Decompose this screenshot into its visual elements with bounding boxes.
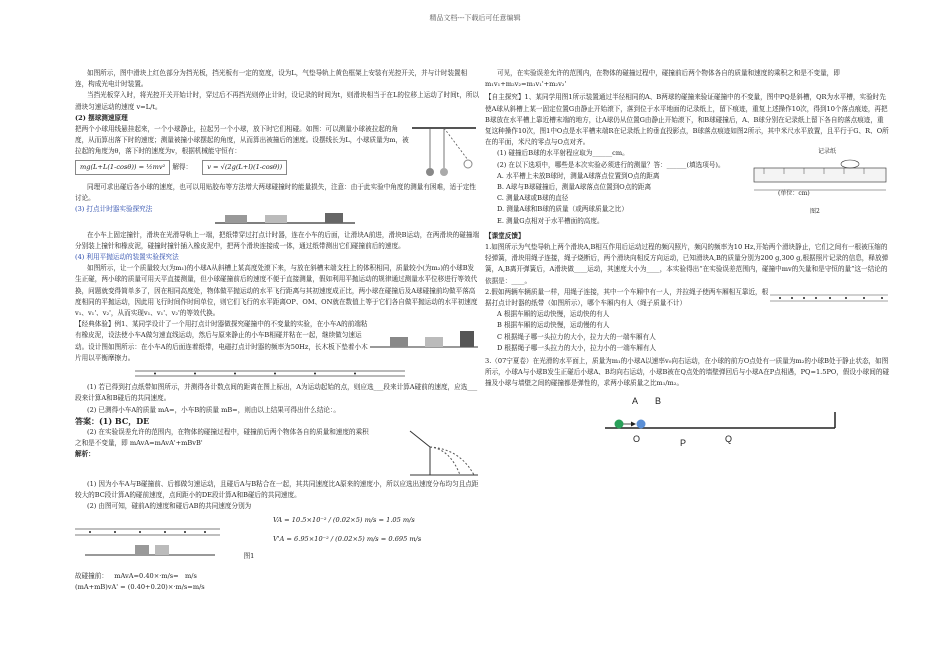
projectile-figure [370, 427, 480, 479]
right-p1: 可见，在实验误差允许的范围内，在物体的碰撞过程中，碰撞前后两个物体各自的质量和速度的乘积之和是不变量，即 m₁v₁+m₂v₂=m₁v₁'+m₂v₂' [485, 69, 840, 89]
feedback-q1: 1.如图所示为气垫导轨上两个滑块A,B相互作用后运动过程的频闪照片，频闪的频率为10 Hz,开始两个滑块静止，它们之间有一根被压缩的轻弹簧，滑块用绳子连接，绳子烧断后，两个滑块向相反方向运动，已知滑块A,B的质量分别为200 g,300 g,根据照片记录的信息，释放弹簧，A,B离开弹簧后，A滑块做____运动，其速度大小为____，本实验得出“在实验误差范围内，碰撞中mv的矢量和是守恒的量”这一结论的依据是：____。 [485, 243, 889, 285]
option-e: E. 测量G点相对于水平槽面的高度。 [497, 216, 604, 225]
label-o: O [633, 433, 641, 444]
heading-timer: (3) 打点计时器实验探究法 [75, 205, 153, 214]
option-a: A. 水平槽上未放B球时，测量A球落点位置到O点的距离 [497, 171, 660, 180]
page-header: 精品文档---下载后可任意编辑 [429, 14, 521, 22]
answer-block [75, 427, 480, 479]
left-p1: 如图所示，图中滑块上红色部分为挡光板，挡光板有一定的宽度，设为L，气垫导轨上黄色框架上安装有光控开关，并与计时装置相连，构成光电计时装置。 [75, 69, 468, 89]
left-p3: 把两个小球用线悬挂起来，一个小球静止，拉起另一个小球，放下时它们相碰。如图：可以测量小球被拉起的角度，从而算出落下时的速度；测量被撞小球摆起的角度，从而算出被撞后的速度。设摆线长为L，小球质量为m，被拉起的角度为θ，落下时的速度为v，根据机械能守恒有： [75, 125, 409, 156]
figure-caption: 图1 [243, 551, 255, 560]
left-p6: 如图所示，让一个质量较大(为m₁)的小球A从斜槽上某高度处滚下来，与放在斜槽末端支柱上的体积相同，质量较小(为m₂)的小球B发生正碰，两小球的质量可用天平直接测量，但小球碰撞前后的速度不便于直接测量，假如利用平抛运动的规律通过测量水平位移进行等效代换，问题就变得简单多了，因在相同高度处，物体做平抛运动的水平飞行距离与其初速度成正比，两小球在碰撞后及A球碰撞前均做平落高度相同的平抛运动，因此用飞行时间作时间单位，则它们飞行的水平距离OP、OM、ON就在数值上等于它们各自做平抛运动的水平初速度v₁、v₁'、v₂'，从而实现v₁、v₁'、v₂'的等效代换。 [75, 264, 478, 318]
ruler-figure [750, 148, 890, 220]
velocity-before: VA = 10.5×10⁻² / (0.02×5) m/s = 1.05 m/s [273, 515, 415, 524]
left-p5: 在小车上固定撞针，滑块在光滑导轨上一端，把纸带穿过打点计时器，连在小车的后面，让滑块A前进，滑块B运动，在两滑块的碰撞端分别装上撞针和橡皮泥，碰撞时撞针插入橡皮泥中，把两个滑块连接成一体，通过纸带测出它们碰撞前后的速度。 [75, 230, 480, 250]
label-a: A [632, 395, 639, 406]
momentum-before-value: mAvA=0.40×·m/s= [114, 571, 179, 580]
explore-questions [485, 148, 890, 226]
answer: 答案：(1) BC，DE [75, 415, 150, 426]
pendulum-block [75, 124, 480, 182]
label-q: Q [725, 433, 733, 444]
feedback-q2-b: B 根据车厢的运动快慢，运动慢的有人 [497, 321, 610, 330]
explore-q2: (2) 在以下选项中，哪些是本次实验必须进行的测量？答：______(填选项号)。 [497, 160, 725, 169]
example-text: 【经典体验】例1、某同学设计了一个用打点计时器做探究碰撞中的不变量的实验，在小车A的前端粘有橡皮泥，设法使小车A做匀速直线运动，然后与原来静止的小车B相碰并粘在一起，继续做匀速运动。设计图如图所示：在小车A的后面连着纸带，电磁打点计时器的频率为50Hz，长木板下垫着小木片用以平衡摩擦力。 [75, 320, 368, 362]
ruler-unit: (单位：cm) [778, 190, 810, 198]
feedback-q2-c: C 根据绳子哪一头拉力的大小，拉力大的一端车厢有人 [497, 332, 656, 341]
equation-tail: 解得： [172, 162, 193, 171]
velocity-block [75, 515, 480, 567]
left-p2: 当挡光板穿入时，将光控开关开始计时，穿过后不再挡光则停止计时，设记录的时间为t，则滑块相当于在L的位移上运动了时间t，所以滑块匀速运动的速度 v=L/t。 [75, 91, 480, 111]
answer-2: (2) 在实验误差允许的范围内，在物体的碰撞过程中，碰撞前后两个物体各自的质量和速度的乘积之和是不变量，即 mAvA=mAvA'+mBvB' [75, 428, 369, 448]
momentum-before-label: 故碰撞前： [75, 571, 108, 580]
cart-figure [370, 319, 480, 353]
dot-tape-figure [770, 287, 890, 327]
label-p: P [680, 437, 687, 448]
ruler-paper-label: 记录纸 [818, 148, 837, 156]
right-column [485, 68, 890, 464]
feedback-title: 【课堂反馈】 [485, 231, 525, 240]
tape-diagram [75, 515, 225, 567]
label-b: B [655, 395, 662, 406]
figure-2-caption: 图2 [810, 208, 820, 216]
analysis-2: (2) 由图可知，碰前A的速度和碰后AB的共同速度分别为 [87, 502, 252, 511]
feedback-q3: 3.（07宁夏卷）在光滑的水平面上，质量为m₁的小球A以速率v₀向右运动，在小球的前方O点处有一质量为m₂的小球B处于静止状态，如图所示，小球A与小球B发生正碰后小球A、B均向右运动，小球B被在Q点处的墙壁弹回后与小球A在P点相遇，PQ=1.5PO，假设小球间的碰撞及小球与墙壁之间的碰撞都是弹性的，求两小球质量之比m₁/m₂。 [485, 357, 890, 388]
feedback-q2-a: A 根据车厢的运动快慢，运动快的有人 [497, 310, 610, 319]
option-b: B. A球与B球碰撞后，测量A球落点位置到O点的距离 [497, 183, 652, 192]
feedback-q2-d: D 根据绳子哪一头拉力的大小，拉力小的一端车厢有人 [497, 343, 657, 352]
timer-figure [75, 216, 480, 230]
example-block [75, 319, 480, 364]
heading-pendulum: (2) 摆球测速原理 [75, 113, 128, 122]
analysis-title: 解析： [75, 450, 95, 459]
momentum-unit: m/s [185, 571, 197, 580]
pendulum-figure [410, 124, 480, 182]
ball-a [615, 419, 624, 428]
question-2: (2) 已测得小车A的质量 mA=，小车B的质量 mB=，则由以上结果可得出什么结论：。 [87, 405, 340, 414]
equation-velocity: v = √(2g(L+l)(1-cosθ)) [202, 160, 287, 175]
analysis-1: (1) 因为小车A与B碰撞前、后都做匀速运动，且碰后A与B粘合在一起，其共同速度比A原来的速度小，所以应选出速度分布均匀且点距较大的BC段计算A的碰前速度，点间距小的DE段计算A和B碰后的共同速度。 [75, 480, 479, 500]
momentum-after: (mA+mB)vA' = (0.40+0.20)×·m/s=m/s [75, 582, 205, 591]
collision-figure [485, 394, 890, 464]
left-p4: 同理可求出碰后各小球的速度，也可以用贴胶布等方法增大两球碰撞时的能量损失，注意：由于此实验中角度的测量有困难，适于定性讨论。 [75, 183, 477, 203]
tape-figure [75, 364, 475, 378]
option-c: C. 测量A球或B球的直径 [497, 194, 569, 203]
equation-energy: mg(L+L(1-cosθ)) = ½mv² [75, 160, 170, 175]
velocity-after: V'A = 6.95×10⁻² / (0.02×5) m/s = 0.695 m/s [273, 534, 422, 543]
question-1: (1) 若已得到打点纸带如图所示，并测得各计数点间的距离在图上标出，A为运动起始的点，则应选___段来计算A碰前的速度，应选___段来计算A和B碰后的共同速度。 [75, 383, 478, 403]
heading-projectile: (4) 利用平抛运动的装置实验探究法 [75, 253, 179, 262]
feedback-q2-block [485, 287, 890, 354]
ball-b [637, 419, 646, 428]
feedback-q2: 2.假如两辆车辆质量一样，用绳子连接，其中一个车厢中有一人，并拉绳子使两车厢相互靠近，根据打点计时器的纸带（如图所示），哪个车厢内有人（绳子质量不计） [485, 287, 769, 308]
left-column [75, 68, 480, 593]
option-d: D. 测量A球和B球的质量（或两球质量之比） [497, 205, 628, 214]
self-explore: 【自主探究】1、某同学用图1所示装置通过半径相同的A、B两球的碰撞来验证碰撞中的不变量，图中PQ是斜槽，QR为水平槽，实验时先使A球从斜槽上某一固定位置G由静止开始滚下，落到位于水平地面的记录纸上，留下痕迹，重复上述操作10次，得到10个落点痕迹，再把B球放在水平槽上靠近槽末端的地方，让A球仍从位置G由静止开始滚下，和B球碰撞后，A、B球分别在记录纸上留下各自的落点痕迹，重复这种操作10次，图1中O点是水平槽末端R在记录纸上的垂直投影点，B球落点痕迹如图2所示，其中米尺水平放置，且平行于G、R、O所在的平面，米尺的零点与O点对齐。 [485, 93, 889, 147]
explore-q1: (1) 碰撞后B球的水平射程应取为______cm。 [497, 149, 629, 158]
